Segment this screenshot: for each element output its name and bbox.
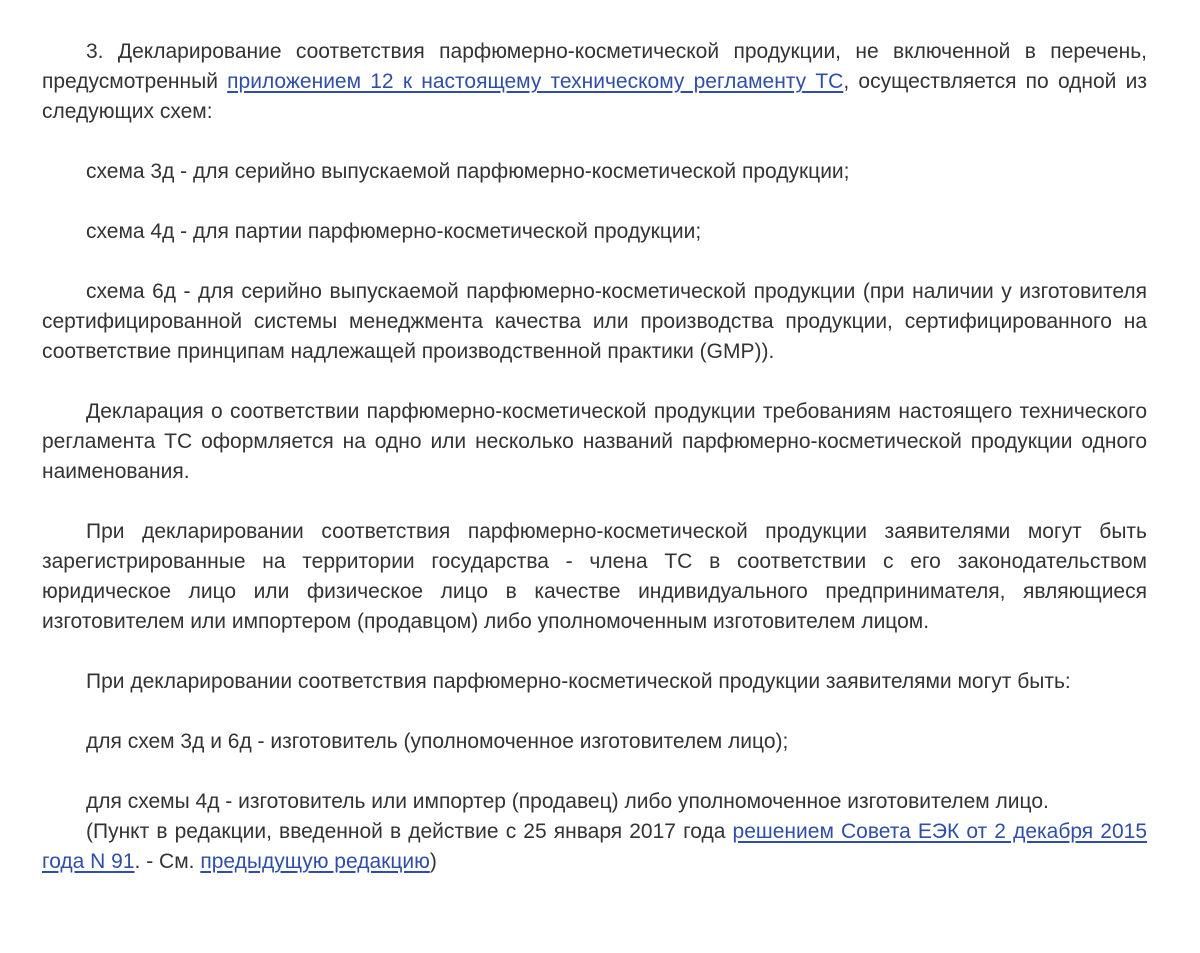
paragraph-text: . - См. (134, 850, 201, 873)
paragraph-text: (Пункт в редакции, введенной в действие с 25 января 2017 года (86, 820, 733, 843)
paragraph-text: ) (429, 850, 437, 873)
paragraph-applicants-4d: для схемы 4д - изготовитель или импортер (продавец) либо уполномоченное изготовителем лицо. (86, 790, 1049, 813)
paragraph-edition-note (42, 817, 1147, 877)
paragraph-scheme-4d: схема 4д - для партии парфюмерно-косметической продукции; (86, 220, 702, 243)
paragraph-applicants: При декларировании соответствия парфюмерно-косметической продукции заявителями могут быть зарегистрированные на территории государства - члена ТС в соответствии с его законодательством юридическое лицо или физическое лицо в качестве индивидуального предпринимателя, являющиеся изготовителем или импортером (продавцом) либо уполномоченным изготовителем лицом. (42, 520, 1147, 633)
previous-edition-link[interactable]: предыдущую редакцию (200, 850, 430, 873)
eec-decision-link[interactable]: решением Совета ЕЭК от 2 декабря 2015 года N 91 (42, 820, 1147, 873)
paragraph-text: 3. Декларирование соответствия парфюмерно-косметической продукции, не включенной в перечень, предусмотренный (42, 40, 1147, 93)
appendix-12-link[interactable]: приложением 12 к настоящему техническому регламенту ТС (227, 70, 844, 93)
paragraph-scheme-6d: схема 6д - для серийно выпускаемой парфюмерно-косметической продукции (при наличии у изготовителя сертифицированной системы менеджмента качества или производства продукции, сертифицированного на соответствие принципам надлежащей производственной практики (GMP)). (42, 280, 1147, 363)
paragraph-text: , осуществляется по одной из следующих схем: (42, 70, 1147, 123)
paragraph-applicants-3d-6d: для схем 3д и 6д - изготовитель (уполномоченное изготовителем лицо); (86, 730, 789, 753)
paragraph-item-3 (42, 37, 1147, 127)
paragraph-declaration: Декларация о соответствии парфюмерно-косметической продукции требованиям настоящего технического регламента ТС оформляется на одно или несколько названий парфюмерно-косметической продукции одного наименования. (42, 400, 1147, 483)
paragraph-applicants-list-intro: При декларировании соответствия парфюмерно-косметической продукции заявителями могут быть: (86, 670, 1071, 693)
paragraph-scheme-3d: схема 3д - для серийно выпускаемой парфюмерно-косметической продукции; (86, 160, 850, 183)
document-body (42, 0, 1147, 877)
